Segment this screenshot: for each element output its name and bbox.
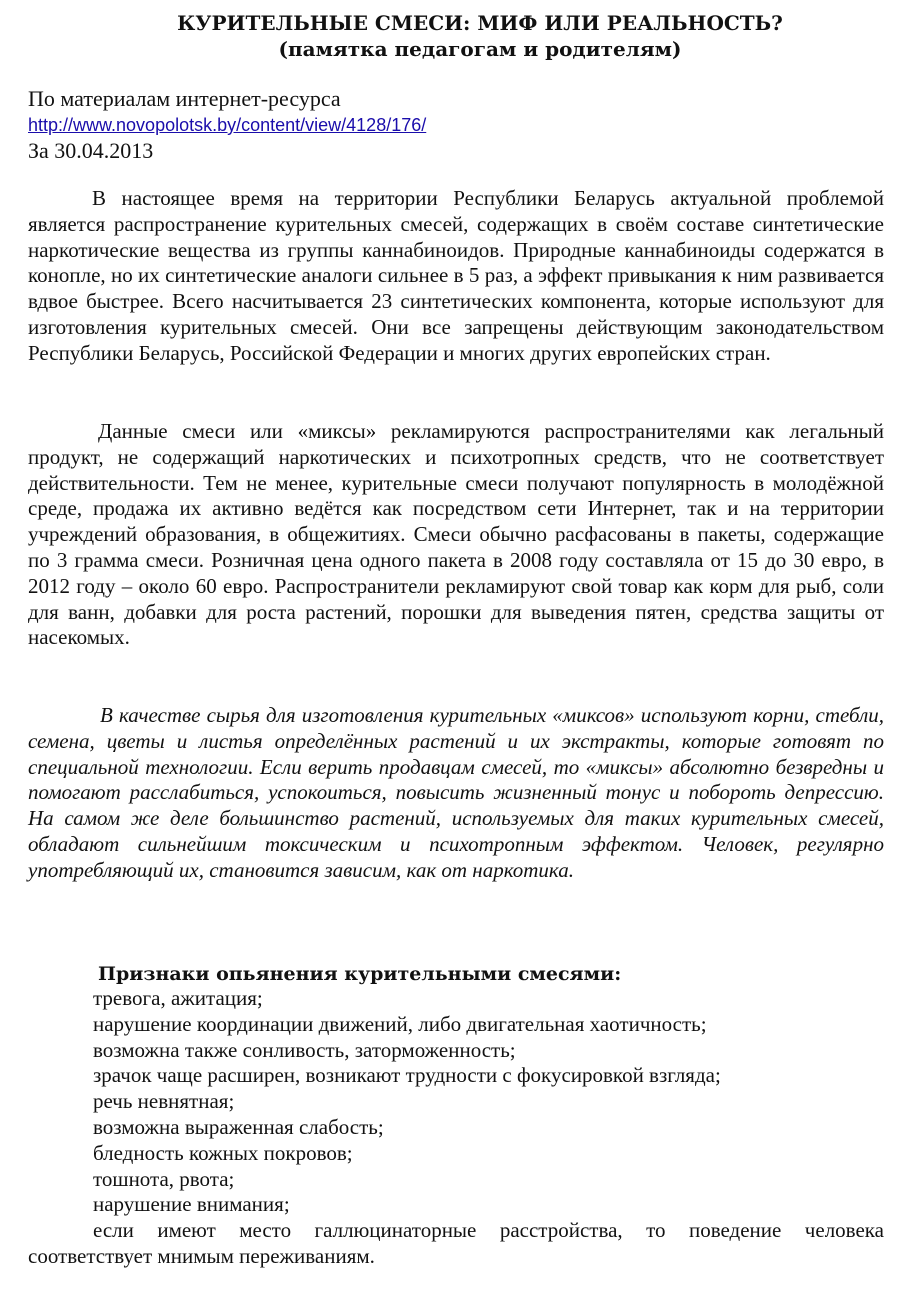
paragraph-3: В качестве сырья для изготовления курительных «миксов» используют корни, стебли, семена, цветы и листья определённых растений и их экстракты, которые готовят по специальной технологии. Если верить продавцам смесей, то «миксы» абсолютно безвредны и помогают расслабиться, успокоиться, повысить жизненный тонус и побороть депрессию. На самом же деле большинство растений, используемых для таких курительных смесей, обладают сильнейшим токсическим и психотропным эффектом. Человек, регулярно употребляющий их, становится зависим, как от наркотика. xyxy=(28,703,884,882)
list-item: зрачок чаще расширен, возникают трудности с фокусировкой взгляда; xyxy=(93,1063,721,1088)
list-item: возможна выраженная слабость; xyxy=(93,1114,384,1139)
list-item: речь невнятная; xyxy=(93,1089,235,1114)
signs-heading: Признаки опьянения курительными смесями: xyxy=(98,963,622,985)
document-title xyxy=(0,10,900,62)
source-date: За 30.04.2013 xyxy=(28,138,154,163)
signs-list xyxy=(28,986,884,1270)
list-item: бледность кожных покровов; xyxy=(93,1140,353,1165)
source-link[interactable]: http://www.novopolotsk.by/content/view/4128/176/ xyxy=(28,115,427,135)
list-item: тревога, ажитация; xyxy=(93,986,263,1010)
list-item: тошнота, рвота; xyxy=(93,1166,235,1191)
list-item: нарушение координации движений, либо двигательная хаотичность; xyxy=(93,1011,707,1036)
source-intro: По материалам интернет-ресурса xyxy=(28,86,341,111)
title-line-1: КУРИТЕЛЬНЫЕ СМЕСИ: МИФ ИЛИ РЕАЛЬНОСТЬ? xyxy=(177,11,783,35)
list-item: нарушение внимания; xyxy=(93,1192,290,1217)
title-line-2: (памятка педагогам и родителям) xyxy=(278,37,682,61)
list-item: если имеют место галлюцинаторные расстройства, то поведение человека соответствует мнимым переживаниям. xyxy=(28,1218,884,1268)
paragraph-1: В настоящее время на территории Республики Беларусь актуальной проблемой является распространение курительных смесей, содержащих в своём составе синтетические наркотические вещества из группы каннабиноидов. Природные каннабиноиды содержатся в конопле, но их синтетические аналоги сильнее в 5 раз, а эффект привыкания к ним развивается вдвое быстрее. Всего насчитывается 23 синтетических компонента, которые используют для изготовления курительных смесей. Они все запрещены действующим законодательством Республики Беларусь, Российской Федерации и многих других европейских стран. xyxy=(28,186,884,365)
paragraph-2: Данные смеси или «миксы» рекламируются распространителями как легальный продукт, не содержащий наркотических и психотропных средств, что не соответствует действительности. Тем не менее, курительные смеси получают популярность в молодёжной среде, продажа их активно ведётся как посредством сети Интернет, так и на территории учреждений образования, в общежитиях. Смеси обычно расфасованы в пакеты, содержащие по 3 грамма смеси. Розничная цена одного пакета в 2008 году составляла от 15 до 30 евро, в 2012 году – около 60 евро. Распространители рекламируют свой товар как корм для рыб, соли для ванн, добавки для роста растений, порошки для выведения пятен, средства защиты от насекомых. xyxy=(28,419,884,650)
source-block xyxy=(28,86,426,163)
list-item: возможна также сонливость, заторможенность; xyxy=(93,1037,516,1062)
